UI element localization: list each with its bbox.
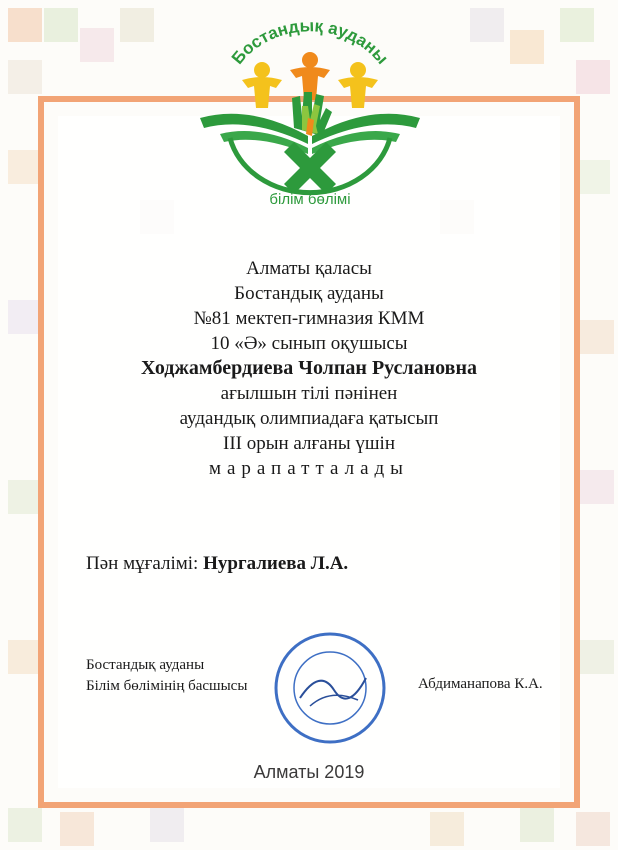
teacher-label: Пән мұғалімі: — [86, 553, 199, 574]
awarded-line: марапатталады — [209, 458, 409, 479]
student-name: Ходжамбердиева Чолпан Руслановна — [140, 357, 477, 379]
teacher-line — [86, 553, 348, 575]
signatory-title — [86, 655, 247, 697]
footer-city-year: Алматы 2019 — [253, 762, 365, 782]
stamp-seal-icon — [270, 628, 390, 748]
logo-graphic — [190, 8, 430, 208]
place-line: ІІІ орын алғаны үшін — [223, 433, 395, 454]
city-line: Алматы қаласы — [246, 258, 372, 279]
subject-line: ағылшын тілі пәнінен — [220, 383, 398, 404]
signatory-name: Абдиманапова К.А. — [418, 676, 543, 692]
department-logo — [190, 8, 430, 208]
signatory-line-2: Білім бөлімінің басшысы — [86, 678, 248, 694]
district-line: Бостандық ауданы — [234, 283, 384, 304]
olympiad-line: аудандық олимпиадаға қатысып — [179, 408, 439, 429]
logo-arc-text: Бостандық ауданы — [227, 16, 392, 68]
teacher-name: Нургалиева Л.А. — [203, 553, 349, 574]
logo-bottom-text: білім бөлімі — [269, 191, 351, 208]
certificate-body — [60, 256, 558, 481]
signatory-line-1: Бостандық ауданы — [86, 657, 205, 673]
official-stamp — [270, 628, 390, 748]
school-line: №81 мектеп-гимназия КММ — [193, 308, 425, 329]
class-line: 10 «Ә» сынып оқушысы — [210, 333, 408, 354]
